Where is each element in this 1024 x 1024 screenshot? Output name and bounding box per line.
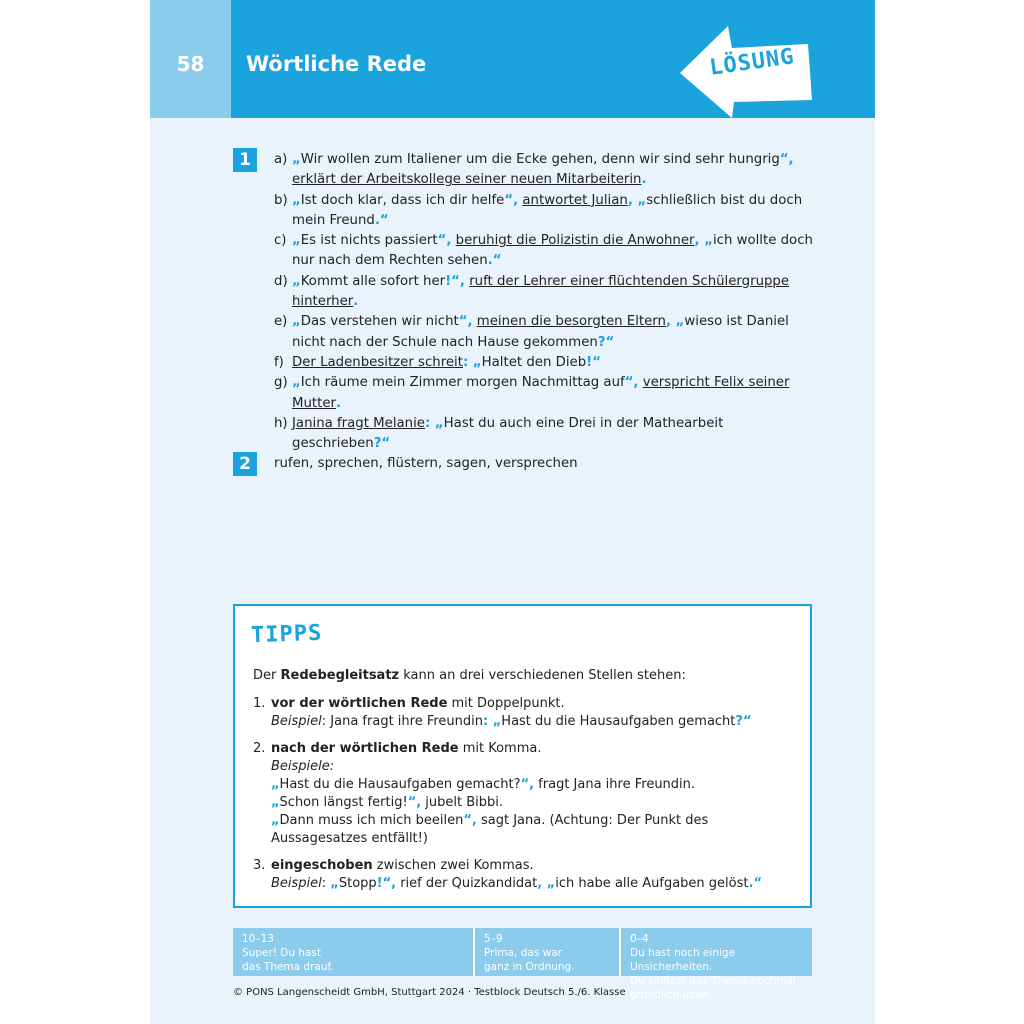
punctuation-mark: : „ [424, 415, 444, 431]
text-run: Hast du die Hausaufgaben gemacht [501, 714, 736, 729]
score-cell-high [233, 932, 472, 974]
exercise-1-item [274, 312, 814, 353]
item-text [292, 373, 814, 414]
exercise-2-answer: rufen, sprechen, flüstern, sagen, versprechen [274, 456, 578, 471]
text-run: mit Doppelpunkt. [447, 696, 565, 711]
score-text-line: Prima, das war [484, 947, 562, 959]
text-run: fragt Jana ihre Freundin. [534, 777, 696, 792]
tip-line [271, 794, 793, 812]
punctuation-mark: „ [292, 273, 301, 289]
punctuation-mark: !“ [586, 354, 601, 370]
text-run: kann an drei verschiedenen Stellen stehen: [399, 668, 686, 683]
tip-item [253, 857, 793, 893]
exercise-1-number: 1 [233, 148, 257, 172]
tip-body [271, 857, 793, 893]
item-label: c) [274, 233, 287, 249]
item-label: h) [274, 415, 288, 431]
item-label: a) [274, 152, 288, 167]
item-label: g) [274, 375, 288, 391]
page [150, 0, 875, 1024]
underlined-phrase: meinen die besorgten Eltern [476, 314, 666, 330]
underlined-phrase: Janina fragt Melanie [292, 415, 425, 431]
text-run: Hast du auch eine Drei in der Mathearbeit geschrieben [292, 415, 724, 452]
text-run: jubelt Bibbi. [421, 795, 504, 810]
text-run: ich habe alle Aufgaben gelöst [555, 876, 749, 891]
underlined-phrase: verspricht Felix seiner Mutter [292, 375, 790, 411]
text-run: Redebegleitsatz [280, 668, 400, 683]
punctuation-mark: „ [271, 813, 280, 828]
tip-line [271, 758, 793, 776]
punctuation-mark: “, [407, 795, 422, 810]
punctuation-mark: “, [458, 314, 473, 330]
item-text [292, 191, 814, 232]
solution-badge-label: LÖSUNG [707, 44, 797, 81]
tip-line [271, 857, 793, 875]
text-run: rief der Quizkandidat [396, 876, 538, 891]
text-run: Dann muss ich mich beeilen [279, 813, 464, 828]
item-text [292, 353, 814, 373]
exercise-2-number: 2 [233, 452, 257, 476]
tip-number: 2. [253, 741, 266, 756]
text-run: eingeschoben [271, 858, 373, 873]
punctuation-mark: „ [292, 375, 301, 391]
punctuation-mark: ?“ [373, 436, 391, 452]
punctuation-mark: . [335, 395, 342, 411]
item-label: f) [274, 354, 284, 370]
text-run: Das verstehen wir nicht [300, 314, 459, 330]
item-text [292, 414, 814, 455]
text-run: zwischen zwei Kommas. [372, 858, 534, 873]
text-run: : Jana fragt ihre Freundin [321, 714, 484, 729]
score-range: 0–4 [630, 933, 649, 945]
punctuation-mark: „ [271, 777, 280, 792]
underlined-phrase: beruhigt die Polizistin die Anwohner [455, 233, 695, 249]
punctuation-mark: , „ [537, 876, 556, 891]
tip-line [271, 875, 793, 893]
page-number: 58 [176, 52, 205, 76]
punctuation-mark: . [353, 294, 359, 310]
exercise-1-item [274, 373, 814, 414]
text-run: Wir wollen zum Italiener um die Ecke gehen, denn wir sind sehr hungrig [300, 152, 780, 167]
punctuation-mark: : „ [483, 714, 502, 729]
tips-list [253, 695, 793, 902]
score-text-line: Super! Du hast [242, 947, 322, 959]
punctuation-mark: „ [330, 876, 339, 891]
underlined-phrase: Der Ladenbesitzer schreit [292, 354, 463, 370]
page-header [150, 0, 875, 118]
exercise-1-item [274, 272, 814, 313]
page-title: Wörtliche Rede [246, 52, 427, 76]
text-run: nach der wörtlichen Rede [271, 741, 459, 756]
text-run: Hast du die Hausaufgaben gemacht? [279, 777, 521, 792]
text-run: Es ist nichts passiert [300, 233, 438, 249]
text-run: : [321, 876, 331, 891]
score-text-line: ganz in Ordnung. [484, 961, 575, 973]
item-label: d) [274, 273, 288, 289]
punctuation-mark: “, [520, 777, 535, 792]
exercise-1-item [274, 414, 814, 455]
text-run: sagt Jana. (Achtung: Der Punkt des Aussagesatzes entfällt!) [271, 813, 709, 846]
exercise-1-item [274, 191, 814, 232]
score-range: 10–13 [242, 933, 274, 945]
punctuation-mark: , „ [665, 314, 685, 330]
text-run: Schon längst fertig! [279, 795, 408, 810]
text-run: mit Komma. [458, 741, 542, 756]
score-cell-mid [475, 932, 614, 974]
tip-number: 1. [253, 696, 266, 711]
text-run: wieso ist Daniel nicht nach der Schule nach Hause gekommen [292, 314, 789, 350]
tips-box [233, 604, 812, 908]
score-cell-low [621, 932, 810, 1002]
tip-number: 3. [253, 858, 266, 873]
underlined-phrase: antwortet Julian [522, 192, 628, 208]
text-run: Beispiele: [271, 759, 335, 774]
punctuation-mark: „ [292, 192, 301, 208]
item-text [292, 231, 814, 272]
punctuation-mark: .“ [487, 253, 502, 269]
item-label: b) [274, 192, 288, 208]
tips-title: TIPPS [250, 620, 323, 649]
punctuation-mark: “, [779, 152, 794, 167]
text-run: schließlich bist du doch mein Freund [292, 192, 803, 228]
text-run: Haltet den Dieb [481, 354, 587, 370]
punctuation-mark: . [641, 172, 647, 188]
punctuation-mark: ?“ [597, 334, 615, 350]
text-run: Beispiel [271, 876, 322, 891]
punctuation-mark: „ [292, 152, 301, 167]
punctuation-mark: “, [504, 192, 519, 208]
punctuation-mark: “, [463, 813, 477, 828]
tips-intro [253, 668, 686, 683]
punctuation-mark: “, [437, 233, 452, 249]
score-text-line: das Thema drauf. [242, 961, 334, 973]
exercise-1-item [274, 231, 814, 272]
punctuation-mark: .“ [374, 212, 389, 228]
score-text-line: Du hast noch einige Unsicherheiten. [630, 947, 736, 973]
text-run: Beispiel [271, 714, 322, 729]
text-run: Der [253, 668, 281, 683]
underlined-phrase: ruft der Lehrer einer flüchtenden Schülergruppe hinterher [292, 273, 790, 310]
punctuation-mark: „ [271, 795, 280, 810]
exercise-1-item [274, 353, 814, 373]
text-run: Stopp [338, 876, 377, 891]
tip-body [271, 740, 793, 848]
item-text [292, 272, 814, 313]
footer-copyright: © PONS Langenscheidt GmbH, Stuttgart 2024 · Testblock Deutsch 5./6. Klasse [233, 987, 626, 998]
exercise-1-list [274, 150, 814, 454]
tip-body [271, 695, 793, 731]
text-run: Ich räume mein Zimmer morgen Nachmittag auf [300, 375, 625, 391]
punctuation-mark: „ [292, 233, 301, 249]
tip-line [271, 740, 793, 758]
text-run: vor der wörtlichen Rede [271, 696, 448, 711]
tip-line [271, 776, 793, 794]
tip-item [253, 695, 793, 731]
punctuation-mark: , „ [694, 233, 713, 249]
text-run: Kommt alle sofort her [300, 273, 446, 289]
text-run: Ist doch klar, dass ich dir helfe [300, 192, 505, 208]
punctuation-mark: “, [624, 375, 639, 391]
page-number-box [150, 0, 231, 118]
punctuation-mark: ?“ [735, 714, 752, 729]
underlined-phrase: erklärt der Arbeitskollege seiner neuen Mitarbeiterin [292, 172, 642, 188]
punctuation-mark: „ [292, 314, 301, 330]
tip-line [271, 812, 793, 848]
text-run: ich wollte doch nur nach dem Rechten sehen [292, 233, 813, 269]
punctuation-mark: !“, [445, 273, 465, 289]
punctuation-mark: , „ [627, 192, 647, 208]
tip-line [271, 713, 793, 731]
tip-item [253, 740, 793, 848]
punctuation-mark: : „ [462, 354, 482, 370]
item-text [292, 312, 814, 353]
item-label: e) [274, 314, 288, 330]
punctuation-mark: !“, [376, 876, 397, 891]
score-text-line: Du solltest das Thema nochmal gründlich üben. [630, 975, 796, 1001]
score-range: 5–9 [484, 933, 503, 945]
exercise-1-item [274, 150, 814, 191]
punctuation-mark: .“ [748, 876, 762, 891]
item-text [292, 150, 814, 191]
tip-line [271, 695, 793, 713]
